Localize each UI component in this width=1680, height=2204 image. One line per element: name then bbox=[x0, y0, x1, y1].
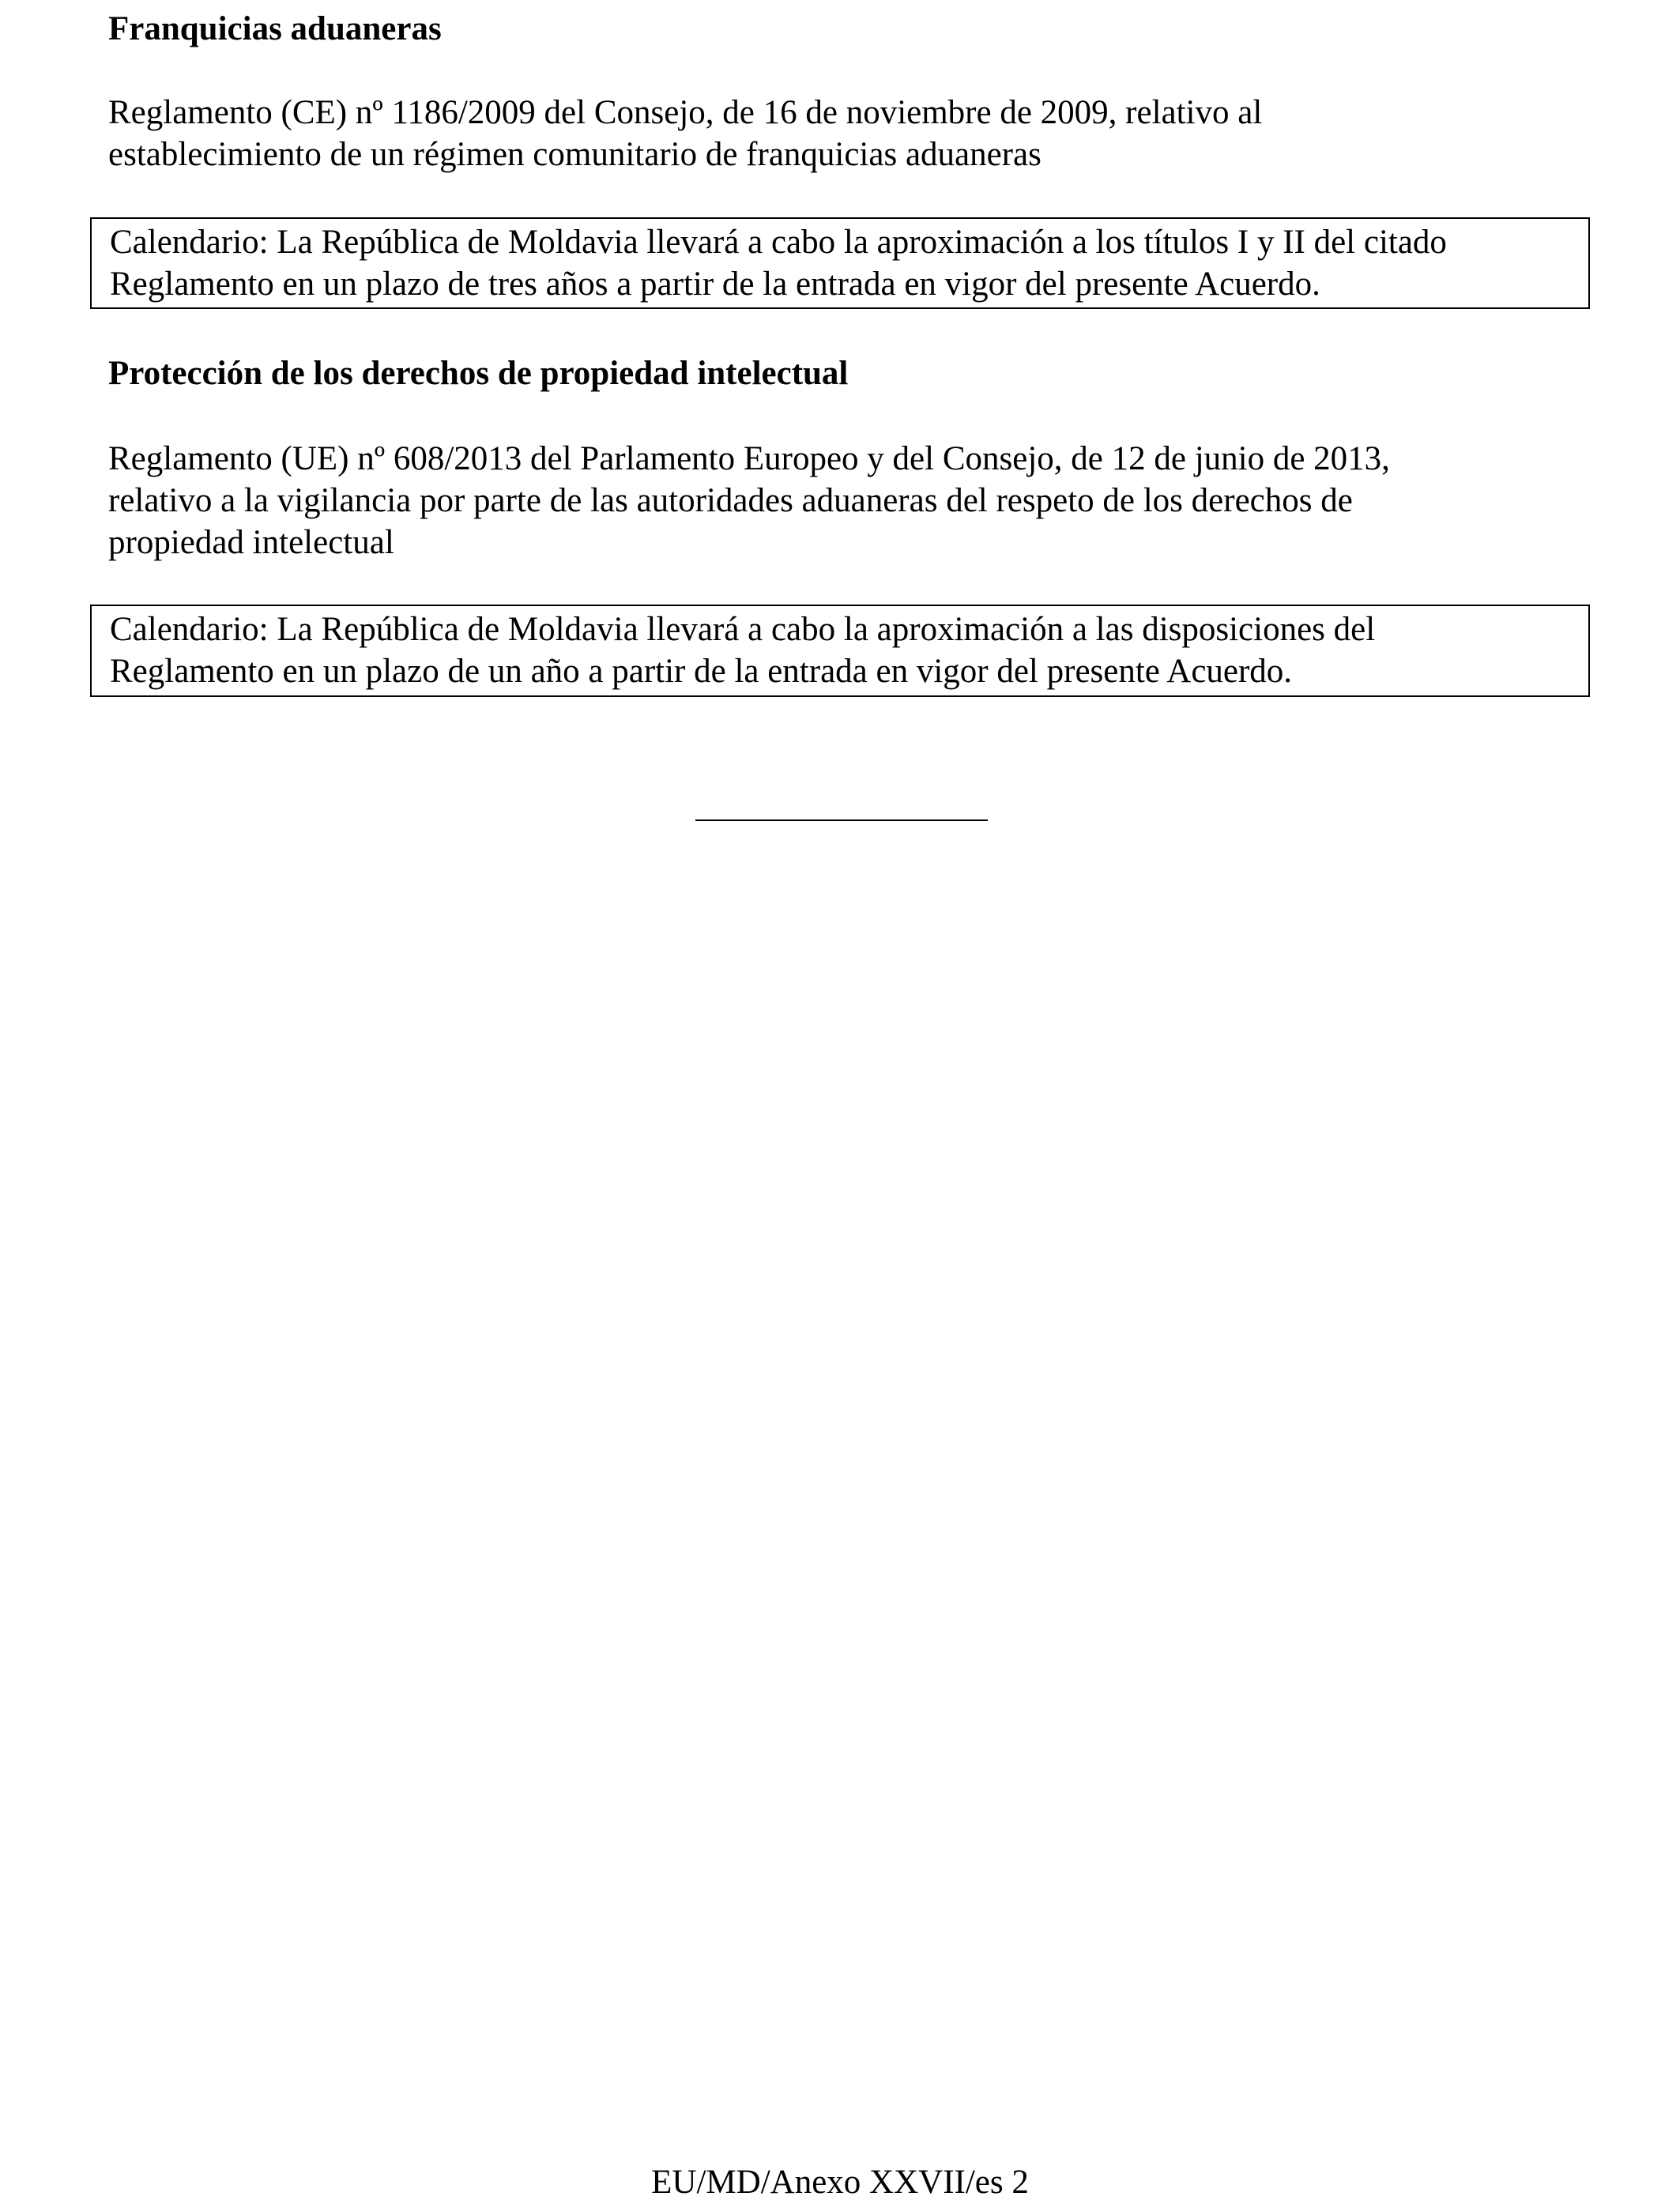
section-heading-propiedad-intelectual: Protección de los derechos de propiedad intelectual bbox=[108, 355, 849, 392]
regulation-text-608-2013 bbox=[108, 438, 1390, 563]
text-line: establecimiento de un régimen comunitario de franquicias aduaneras bbox=[108, 136, 1042, 173]
regulation-text-1186-2009 bbox=[108, 92, 1262, 175]
calendar-box-franquicias bbox=[90, 217, 1590, 309]
section-heading-franquicias: Franquicias aduaneras bbox=[108, 10, 442, 47]
text-line: propiedad intelectual bbox=[108, 524, 394, 561]
end-of-text-rule bbox=[695, 819, 988, 821]
text-line: Reglamento (CE) nº 1186/2009 del Consejo, de 16 de noviembre de 2009, relativo al bbox=[108, 94, 1263, 131]
text-line: Reglamento en un plazo de un año a partir de la entrada en vigor del presente Acuerdo. bbox=[110, 653, 1293, 690]
calendar-box-propiedad-intelectual bbox=[90, 605, 1590, 697]
text-line: Reglamento (UE) nº 608/2013 del Parlamento Europeo y del Consejo, de 12 de junio de 2013, bbox=[108, 440, 1390, 477]
text-line: Reglamento en un plazo de tres años a partir de la entrada en vigor del presente Acuerdo. bbox=[110, 266, 1320, 303]
text-line: Calendario: La República de Moldavia llevará a cabo la aproximación a las disposiciones del bbox=[110, 611, 1376, 648]
text-line: Calendario: La República de Moldavia llevará a cabo la aproximación a los títulos I y II del citado bbox=[110, 224, 1447, 261]
page-footer-reference: EU/MD/Anexo XXVII/es 2 bbox=[651, 2164, 1029, 2201]
text-line: relativo a la vigilancia por parte de las autoridades aduaneras del respeto de los derechos de bbox=[108, 482, 1353, 519]
